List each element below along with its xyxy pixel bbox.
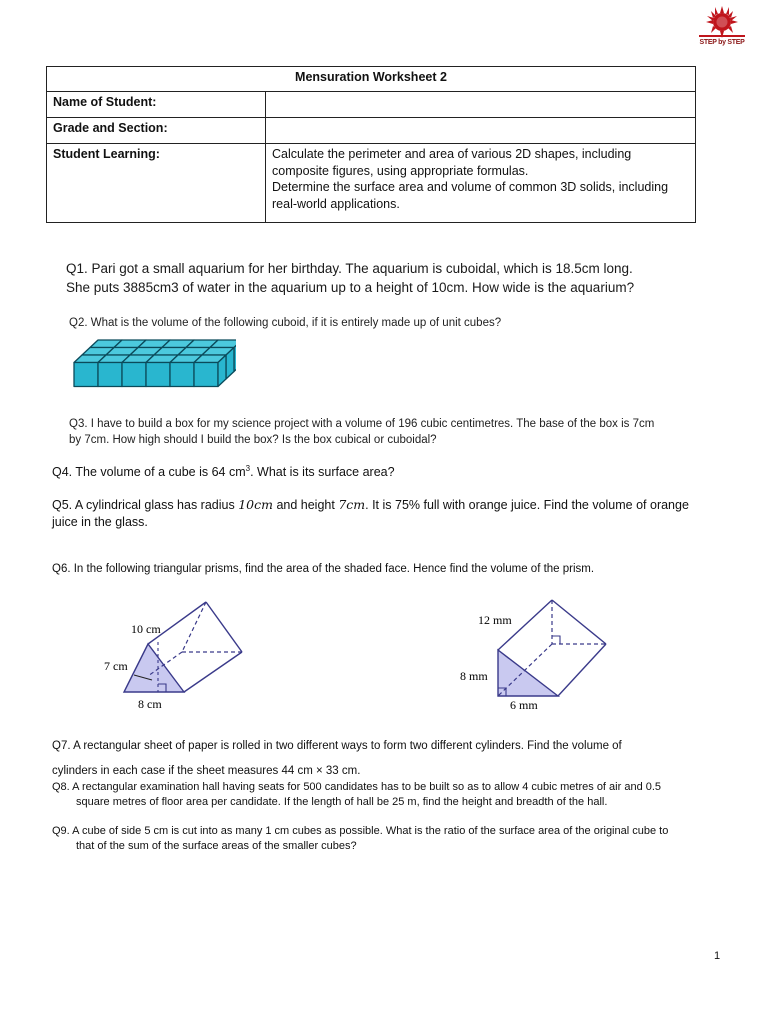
prism-2-length-label: 12 mm (478, 613, 512, 627)
question-8-line-2: square metres of floor area per candidate. If the length of hall be 25 m, find the height and breadth of the hall. (76, 796, 608, 808)
student-info-table (46, 66, 696, 223)
cube-front-face (122, 363, 146, 387)
prism-1-length-label: 10 cm (131, 622, 161, 636)
cube-front-face (98, 363, 122, 387)
name-of-student-label: Name of Student: (47, 92, 266, 118)
question-4 (52, 464, 395, 479)
page-number: 1 (714, 950, 721, 962)
cube-front-face (146, 363, 170, 387)
question-5-height: 7cm (338, 497, 366, 512)
question-4-superscript: 3 (245, 464, 251, 473)
shaded-triangle-face (498, 650, 558, 696)
question-1 (66, 259, 716, 297)
question-3 (69, 416, 719, 448)
question-4-text: Q4. The volume of a cube is 64 cm (52, 465, 246, 480)
grade-section-field[interactable] (266, 118, 696, 144)
shaded-triangle-face (124, 644, 184, 692)
question-9 (52, 824, 732, 854)
question-5-text-b: and height (272, 498, 339, 512)
grade-section-label: Grade and Section: (47, 118, 266, 144)
logo-text: STEP by STEP (699, 39, 745, 46)
prism-2-base-label: 6 mm (510, 698, 538, 712)
learning-line: Calculate the perimeter and area of various 2D shapes, including (272, 147, 632, 161)
question-7-line-1: Q7. A rectangular sheet of paper is rolled in two different ways to form two different cylinders. Find the volume of (52, 740, 622, 752)
question-7-line-2: cylinders in each case if the sheet measures 44 cm × 33 cm. (52, 765, 361, 777)
triangular-prism-figure-1 (100, 596, 250, 714)
cube-front-face (170, 363, 194, 387)
question-9-line-1: Q9. A cube of side 5 cm is cut into as many 1 cm cubes as possible. What is the ratio of the surface area of the original cube to (52, 825, 669, 837)
learning-line: real-world applications. (272, 196, 400, 211)
worksheet-title: Mensuration Worksheet 2 (47, 67, 696, 92)
unit-cube-cuboid-figure (70, 336, 236, 402)
name-of-student-field[interactable] (266, 92, 696, 118)
question-7 (52, 734, 732, 784)
question-5 (52, 496, 722, 531)
step-by-step-logo (694, 5, 750, 55)
triangular-prism-figure-2 (452, 596, 612, 714)
student-learning-text (266, 144, 696, 223)
question-4-text-end: . What is its surface area? (250, 465, 395, 480)
cube-front-face (74, 363, 98, 387)
question-2: Q2. What is the volume of the following cuboid, if it is entirely made up of unit cubes? (69, 317, 502, 329)
question-1-line-2: She puts 3885cm3 of water in the aquarium up to a height of 10cm. How wide is the aquarium? (66, 280, 635, 295)
sunburst-icon (694, 5, 750, 41)
question-5-line-2: juice in the glass. (52, 515, 148, 529)
learning-line: Determine the surface area and volume of common 3D solids, including (272, 180, 669, 194)
prism-1-base-label: 8 cm (138, 697, 162, 711)
question-9-line-2: that of the sum of the surface areas of the smaller cubes? (76, 840, 357, 852)
question-3-line-1: Q3. I have to build a box for my science project with a volume of 196 cubic centimetres. The base of the box is 7cm (69, 418, 655, 430)
question-1-line-1: Q1. Pari got a small aquarium for her birthday. The aquarium is cuboidal, which is 18.5cm long. (66, 261, 633, 276)
question-5-text-a: Q5. A cylindrical glass has radius (52, 498, 239, 512)
question-6: Q6. In the following triangular prisms, find the area of the shaded face. Hence find the volume of the prism. (52, 563, 595, 575)
question-3-line-2: by 7cm. How high should I build the box? Is the box cubical or cuboidal? (69, 434, 437, 446)
question-5-radius: 10cm (238, 497, 273, 512)
question-5-text-c: . It is 75% full with orange juice. Find the volume of orange (365, 498, 689, 512)
cube-front-face (194, 363, 218, 387)
student-learning-label: Student Learning: (47, 144, 266, 223)
prism-1-height-label: 7 cm (104, 659, 128, 673)
learning-line: composite figures, using appropriate formulas. (272, 163, 529, 178)
question-8 (52, 780, 732, 810)
question-8-line-1: Q8. A rectangular examination hall having seats for 500 candidates has to be built so as to allow 4 cubic metres of air and 0.5 (52, 781, 662, 793)
prism-2-height-label: 8 mm (460, 669, 488, 683)
